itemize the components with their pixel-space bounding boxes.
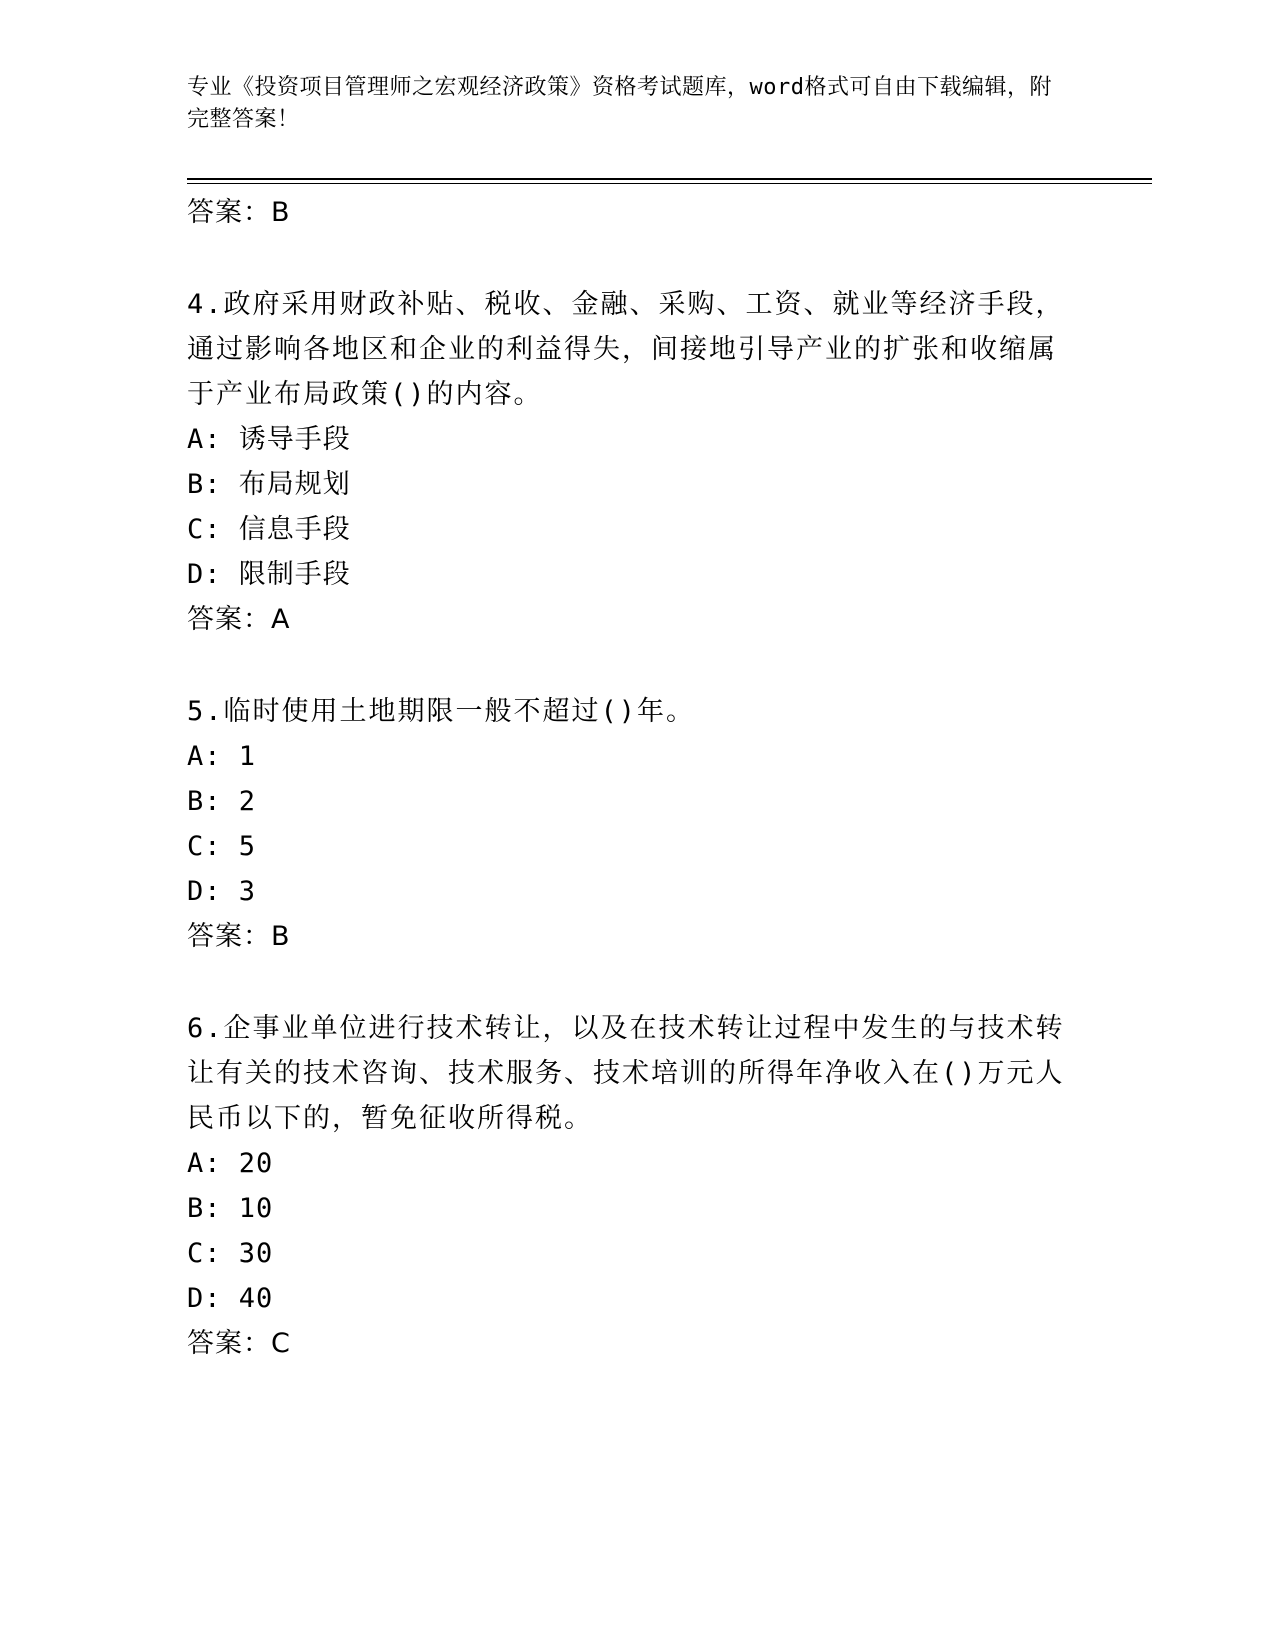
question-block <box>187 689 1067 959</box>
page-header: 专业《投资项目管理师之宏观经济政策》资格考试题库，word格式可自由下载编辑，附完整答案！ <box>187 75 1052 132</box>
question-block <box>187 1006 1067 1366</box>
option-c: C: 30 <box>187 1238 274 1269</box>
spacer <box>187 642 1067 689</box>
option-b: B: 布局规划 <box>187 469 351 500</box>
question-stem: 4.政府采用财政补贴、税收、金融、采购、工资、就业等经济手段，通过影响各地区和企业的利益得失，间接地引导产业的扩张和收缩属于产业布局政策()的内容。 <box>187 289 1065 410</box>
option-b: B: 2 <box>187 786 257 817</box>
option-a: A: 1 <box>187 741 257 772</box>
spacer <box>187 235 1067 282</box>
answer-line: 答案：A <box>187 604 291 635</box>
option-a: A: 诱导手段 <box>187 424 351 455</box>
option-d: D: 3 <box>187 876 257 907</box>
header-rule-thin <box>187 183 1152 184</box>
option-c: C: 信息手段 <box>187 514 351 545</box>
answer-line: 答案：B <box>187 921 291 952</box>
option-b: B: 10 <box>187 1193 274 1224</box>
question-stem: 5.临时使用土地期限一般不超过()年。 <box>187 696 696 727</box>
option-a: A: 20 <box>187 1148 274 1179</box>
spacer <box>187 959 1067 1006</box>
question-stem: 6.企事业单位进行技术转让，以及在技术转让过程中发生的与技术转让有关的技术咨询、技术服务、技术培训的所得年净收入在()万元人民币以下的，暂免征收所得税。 <box>187 1013 1065 1134</box>
answer-line: 答案：C <box>187 1328 291 1359</box>
header-rule-thick <box>187 178 1152 180</box>
option-d: D: 40 <box>187 1283 274 1314</box>
option-d: D: 限制手段 <box>187 559 351 590</box>
answer-line: 答案：B <box>187 197 291 228</box>
question-list <box>187 190 1067 1366</box>
question-block <box>187 282 1067 642</box>
option-c: C: 5 <box>187 831 257 862</box>
